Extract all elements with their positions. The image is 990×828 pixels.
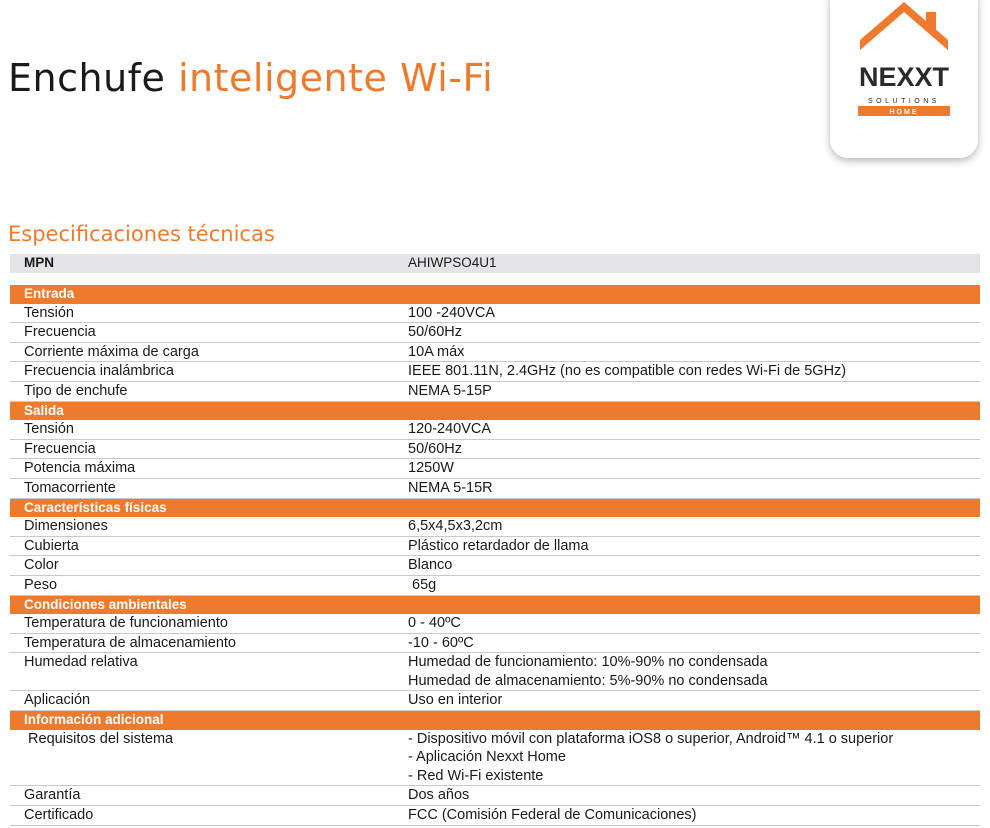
- spec-value: [394, 576, 980, 595]
- spec-value-line: Plástico retardador de llama: [408, 537, 589, 554]
- spec-value-line: - Dispositivo móvil con plataforma iOS8 o superior, Android™ 4.1 o superior: [408, 730, 894, 747]
- spec-row: [10, 420, 980, 440]
- spec-value: [394, 786, 980, 805]
- spec-label: Tensión: [24, 304, 74, 321]
- spec-row: [10, 653, 980, 691]
- spec-label: Garantía: [24, 787, 81, 804]
- spec-value: [394, 440, 980, 459]
- spec-row: [10, 786, 980, 806]
- spec-value: [394, 614, 980, 633]
- spec-value-line: Humedad de funcionamiento: 10%-90% no condensada: [408, 654, 768, 671]
- spec-value: [394, 556, 980, 575]
- nexxt-logo: [830, 0, 978, 158]
- spec-row: [10, 576, 980, 596]
- spec-value: [394, 459, 980, 478]
- spec-value: [394, 362, 980, 381]
- spec-label: Color: [24, 557, 59, 574]
- spec-value: [394, 304, 980, 323]
- spec-row: [10, 730, 980, 787]
- spec-value-line: Blanco: [408, 557, 453, 574]
- spec-value: [394, 323, 980, 342]
- spec-value: [394, 653, 980, 690]
- spec-value-line: Uso en interior: [408, 692, 503, 709]
- spec-row: [10, 517, 980, 537]
- spec-value: [394, 517, 980, 536]
- section-header: Condiciones ambientales: [10, 596, 980, 615]
- spec-row: [10, 479, 980, 499]
- spec-value: [394, 691, 980, 710]
- spec-value-line: NEMA 5-15R: [408, 479, 493, 496]
- spec-row: [10, 362, 980, 382]
- spec-label: Aplicación: [24, 692, 91, 709]
- spec-row: [10, 634, 980, 654]
- spec-row: [10, 440, 980, 460]
- spec-label: Requisitos del sistema: [24, 730, 174, 747]
- spec-row: [10, 304, 980, 324]
- spec-row: [10, 382, 980, 402]
- spec-value-line: - Aplicación Nexxt Home: [408, 749, 566, 766]
- spec-row: [10, 806, 980, 826]
- spec-value: [394, 343, 980, 362]
- spec-label: Temperatura de funcionamiento: [24, 615, 228, 632]
- mpn-row: [10, 254, 980, 273]
- spec-value: [394, 420, 980, 439]
- spec-label: Dimensiones: [24, 518, 108, 535]
- spec-value-line: - Red Wi-Fi existente: [408, 767, 544, 784]
- logo-tag: HOME: [889, 109, 919, 116]
- spec-label: Peso: [24, 576, 58, 593]
- mpn-label: MPN: [24, 255, 54, 270]
- spec-row: [10, 691, 980, 711]
- title-part-2: inteligente Wi-Fi: [178, 56, 494, 100]
- spec-value: [394, 382, 980, 401]
- spec-label: Certificado: [24, 807, 94, 824]
- spec-value-line: 10A máx: [408, 343, 465, 360]
- spec-value-line: IEEE 801.11N, 2.4GHz (no es compatible con redes Wi-Fi de 5GHz): [408, 363, 847, 380]
- specs-heading: Especificaciones técnicas: [8, 222, 275, 246]
- section-header: Salida: [10, 402, 980, 421]
- title-part-1: Enchufe: [8, 56, 178, 100]
- spec-value-line: 6,5x4,5x3,2cm: [408, 518, 503, 535]
- spec-value: [394, 730, 980, 786]
- spec-row: [10, 556, 980, 576]
- spec-value-line: 50/60Hz: [408, 324, 463, 341]
- spec-value: [394, 479, 980, 498]
- spec-value-line: 0 - 40ºC: [408, 615, 461, 632]
- house-roof-icon: [830, 0, 978, 158]
- spec-row: [10, 614, 980, 634]
- spec-value-line: Humedad de almacenamiento: 5%-90% no condensada: [408, 672, 768, 689]
- spec-label: Frecuencia inalámbrica: [24, 363, 174, 380]
- logo-brand: NEXXT: [858, 62, 950, 92]
- spec-row: [10, 323, 980, 343]
- spec-label: Humedad relativa: [24, 654, 138, 671]
- spec-value-line: 100 -240VCA: [408, 304, 496, 321]
- spec-value-line: 65g: [408, 576, 437, 593]
- spec-value-line: Dos años: [408, 787, 470, 804]
- logo-sub: SOLUTIONS: [868, 98, 940, 105]
- spec-row: [10, 537, 980, 557]
- spec-row: [10, 343, 980, 363]
- spec-label: Tomacorriente: [24, 479, 116, 496]
- spec-value: [394, 806, 980, 825]
- spec-value-line: -10 - 60ºC: [408, 634, 474, 651]
- spec-label: Cubierta: [24, 537, 79, 554]
- spec-label: Frecuencia: [24, 324, 96, 341]
- spec-value: [394, 537, 980, 556]
- section-header: Información adicional: [10, 711, 980, 730]
- spec-value: [394, 634, 980, 653]
- section-header: Entrada: [10, 285, 980, 304]
- spec-row: [10, 459, 980, 479]
- spec-label: Potencia máxima: [24, 460, 136, 477]
- spec-label: Frecuencia: [24, 440, 96, 457]
- spec-label: Corriente máxima de carga: [24, 343, 199, 360]
- section-header: Características físicas: [10, 499, 980, 518]
- spec-table: [10, 254, 980, 826]
- spec-value-line: NEMA 5-15P: [408, 382, 492, 399]
- page-title: [8, 56, 493, 100]
- spec-value-line: FCC (Comisión Federal de Comunicaciones): [408, 807, 697, 824]
- spec-label: Tipo de enchufe: [24, 382, 128, 399]
- spec-label: Temperatura de almacenamiento: [24, 634, 236, 651]
- spec-value-line: 120-240VCA: [408, 421, 492, 438]
- mpn-value: AHIWPSO4U1: [408, 255, 497, 270]
- spec-label: Tensión: [24, 421, 74, 438]
- spec-value-line: 50/60Hz: [408, 440, 463, 457]
- spec-value-line: 1250W: [408, 460, 454, 477]
